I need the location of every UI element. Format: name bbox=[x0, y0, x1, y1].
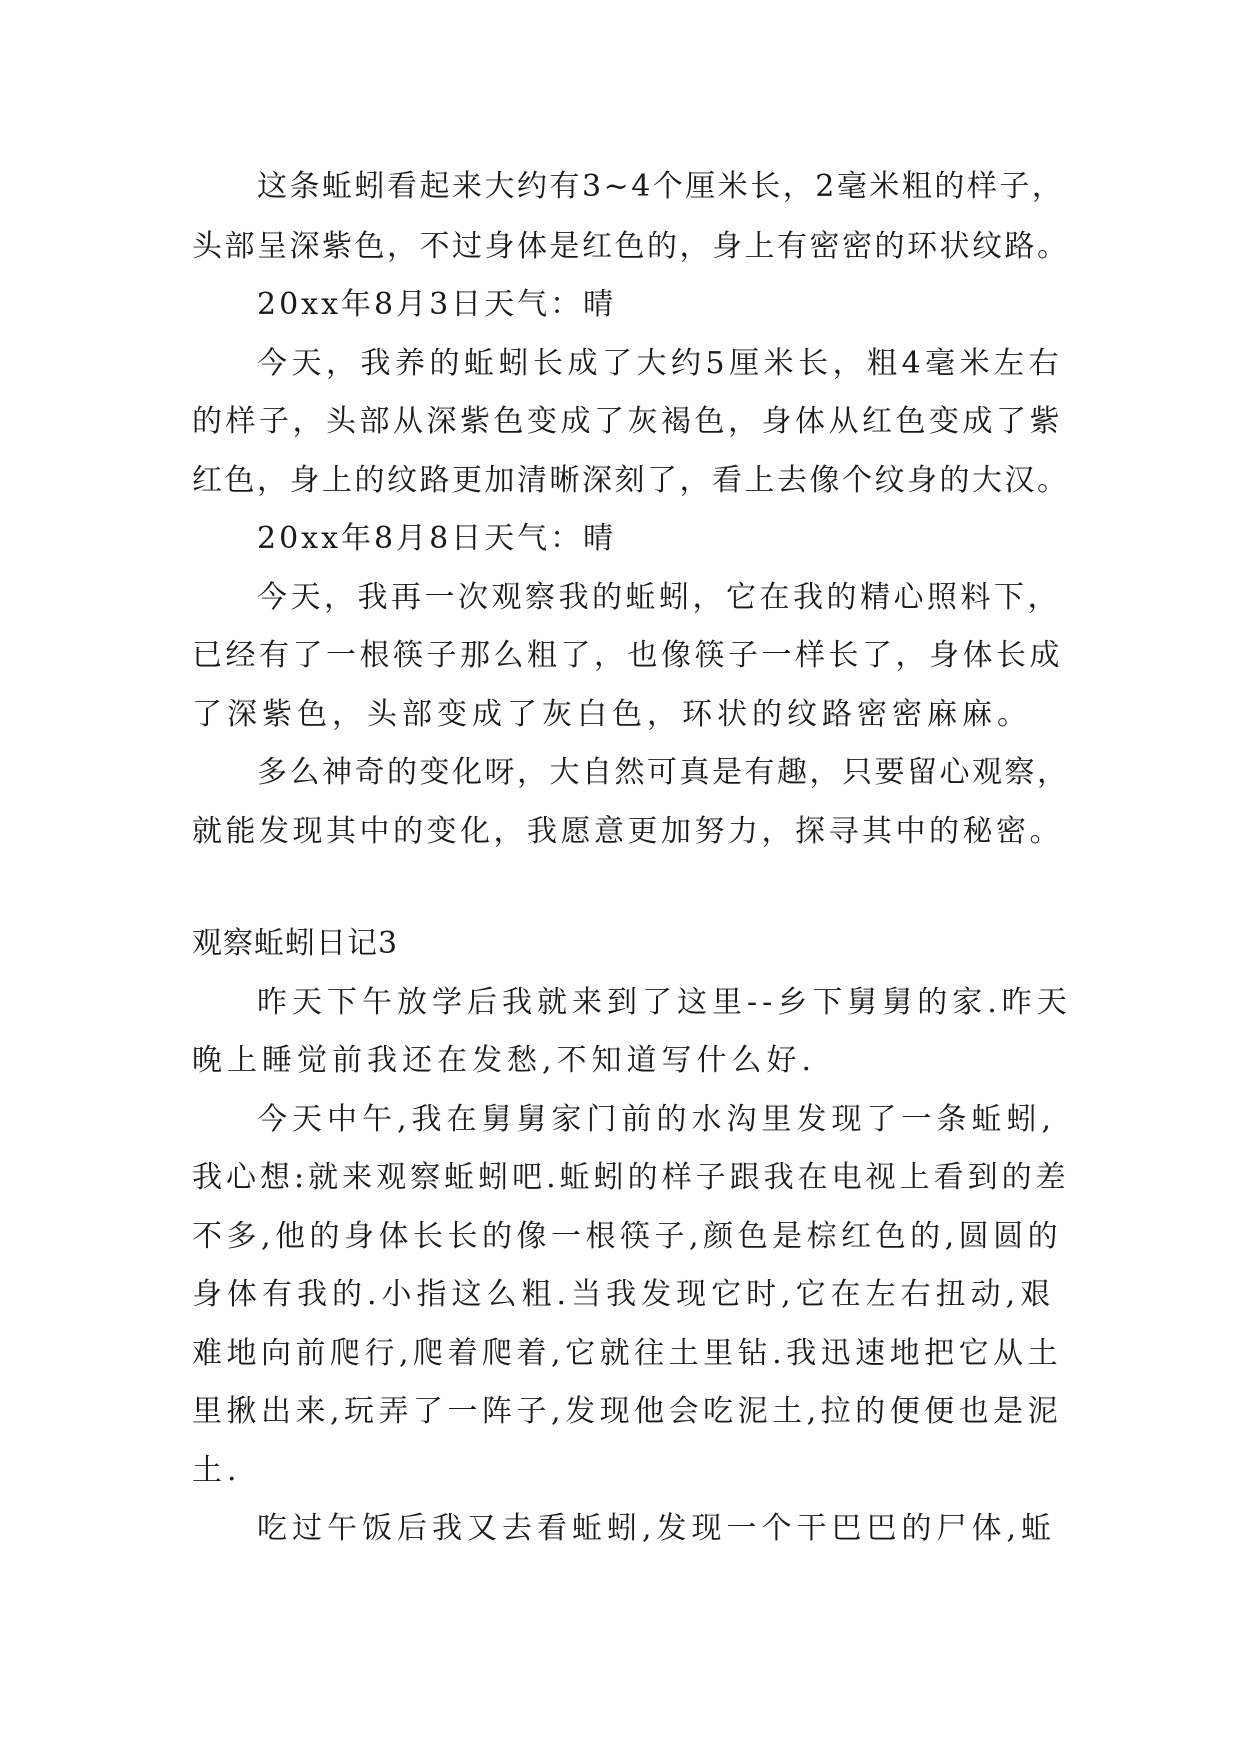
text-line: 了深紫色，头部变成了灰白色，环状的纹路密密麻麻。 bbox=[192, 697, 1032, 732]
diary-date: 20xx年8月3日天气：晴 bbox=[257, 287, 617, 322]
text-line: 晚上睡觉前我还在发愁,不知道写什么好. bbox=[192, 1043, 817, 1078]
text-line: 多么神奇的变化呀，大自然可真是有趣，只要留心观察， bbox=[257, 755, 1070, 790]
text-line: 头部呈深紫色，不过身体是红色的，身上有密密的环状纹路。 bbox=[192, 229, 1070, 264]
text-line: 我心想:就来观察蚯蚓吧.蚯蚓的样子跟我在电视上看到的差 bbox=[192, 1160, 1070, 1195]
text-line: 今天，我养的蚯蚓长成了大约5厘米长，粗4毫米左右 bbox=[257, 346, 1064, 381]
section-heading: 观察蚯蚓日记3 bbox=[192, 926, 399, 961]
diary-date: 20xx年8月8日天气：晴 bbox=[257, 521, 617, 556]
text-line: 红色，身上的纹路更加清晰深刻了，看上去像个纹身的大汉。 bbox=[192, 463, 1070, 498]
text-line: 已经有了一根筷子那么粗了，也像筷子一样长了，身体长成 bbox=[192, 638, 1063, 673]
text-line: 的样子，头部从深紫色变成了灰褐色，身体从红色变成了紫 bbox=[192, 404, 1063, 439]
text-line: 今天，我再一次观察我的蚯蚓，它在我的精心照料下， bbox=[257, 580, 1061, 615]
text-line: 里揪出来,玩弄了一阵子,发现他会吃泥土,拉的便便也是泥 bbox=[192, 1394, 1063, 1429]
text-line: 不多,他的身体长长的像一根筷子,颜色是棕红色的,圆圆的 bbox=[192, 1219, 1063, 1254]
text-line: 就能发现其中的变化，我愿意更加努力，探寻其中的秘密。 bbox=[192, 814, 1063, 849]
text-line: 身体有我的.小指这么粗.当我发现它时,它在左右扭动,艰 bbox=[192, 1277, 1056, 1312]
text-line: 昨天下午放学后我就来到了这里--乡下舅舅的家.昨天 bbox=[257, 985, 1072, 1020]
text-line: 这条蚯蚓看起来大约有3~4个厘米长，2毫米粗的样子， bbox=[257, 169, 1065, 204]
text-line: 吃过午饭后我又去看蚯蚓,发现一个干巴巴的尸体,蚯 bbox=[257, 1511, 1057, 1546]
text-line: 今天中午,我在舅舅家门前的水沟里发现了一条蚯蚓, bbox=[257, 1102, 1057, 1137]
text-line: 土. bbox=[192, 1453, 242, 1488]
text-line: 难地向前爬行,爬着爬着,它就往土里钻.我迅速地把它从土 bbox=[192, 1336, 1063, 1371]
